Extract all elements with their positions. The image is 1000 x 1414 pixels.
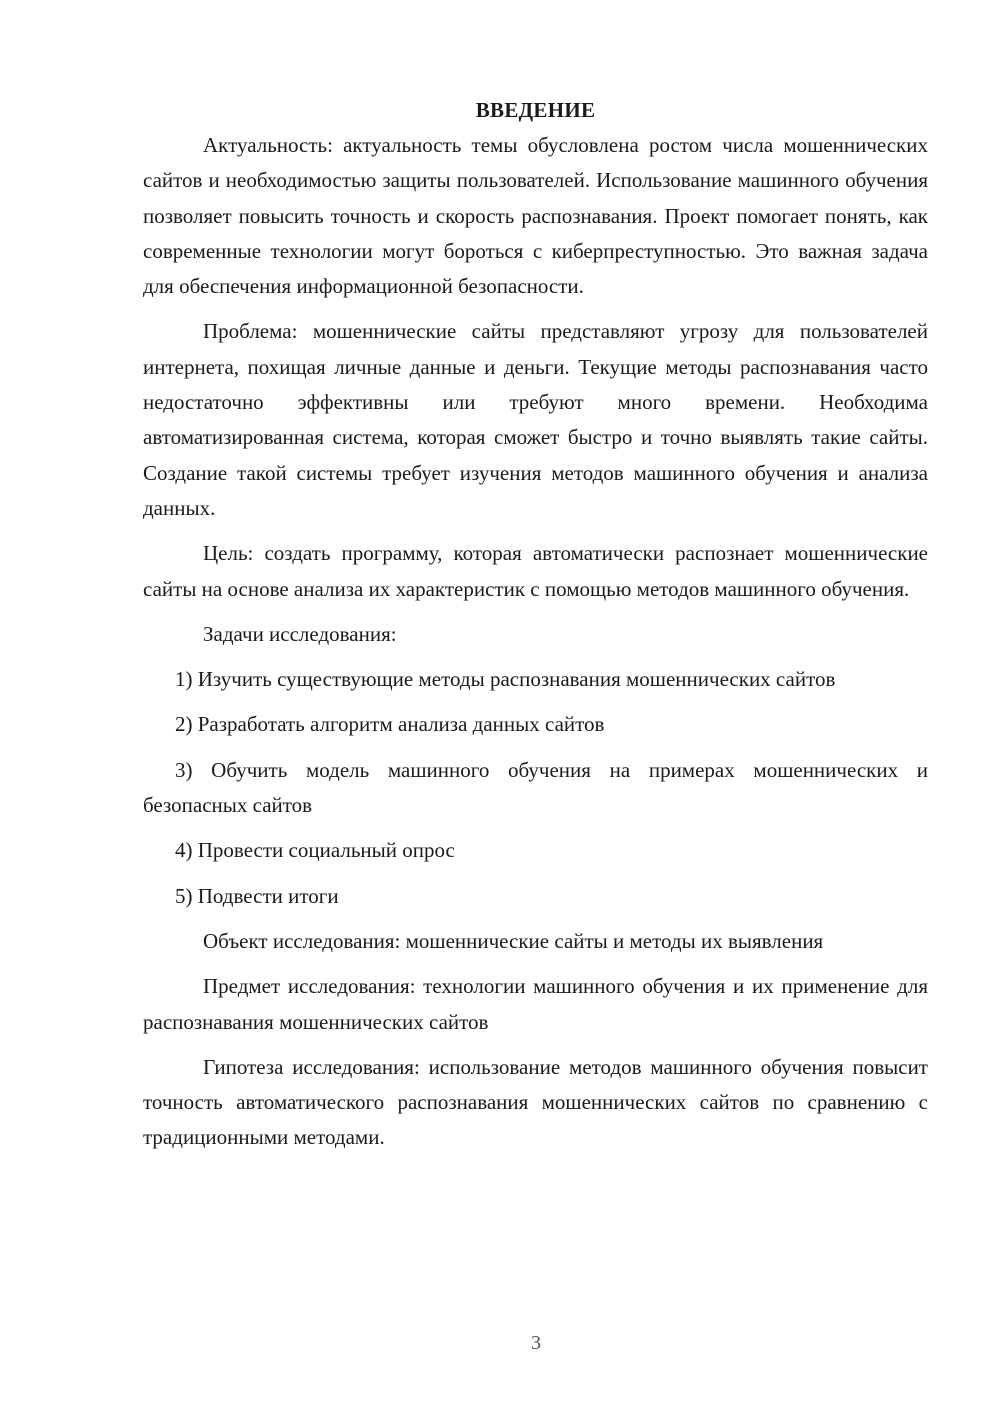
paragraph-gap bbox=[143, 1040, 928, 1050]
paragraph-gap bbox=[143, 652, 928, 662]
paragraph-gap bbox=[143, 304, 928, 314]
goal-paragraph: Цель: создать программу, которая автоматически распознает мошеннические сайты на основе анализа их характеристик с помощью методов машинного обучения. bbox=[143, 541, 928, 601]
tasks-heading: Задачи исследования: bbox=[203, 621, 397, 646]
relevance-paragraph: Актуальность: актуальность темы обусловлена ростом числа мошеннических сайтов и необходимостью защиты пользователей. Использование машинного обучения позволяет повысить точность и скорость распознавания. Проект помогает понять, как современные технологии могут бороться с киберпреступностью. Это важная задача для обеспечения информационной безопасности. bbox=[143, 133, 928, 299]
task-item-1: 1) Изучить существующие методы распознавания мошеннических сайтов bbox=[175, 667, 836, 692]
problem-paragraph: Проблема: мошеннические сайты представляют угрозу для пользователей интернета, похищая личные данные и деньги. Текущие методы распознавания часто недостаточно эффективны или требуют много времени. Необходима автоматизированная система, которая сможет быстро и точно выявлять такие сайты. Создание такой системы требует изучения методов машинного обучения и анализа данных. bbox=[143, 319, 928, 520]
task-item-3: 3) Обучить модель машинного обучения на примерах мошеннических и безопасных сайтов bbox=[143, 757, 928, 818]
task-item-2: 2) Разработать алгоритм анализа данных сайтов bbox=[175, 712, 605, 737]
subject-paragraph: Предмет исследования: технологии машинного обучения и их применение для распознавания мошеннических сайтов bbox=[143, 974, 928, 1034]
hypothesis-paragraph: Гипотеза исследования: использование методов машинного обучения повысит точность автоматического распознавания мошеннических сайтов по сравнению с традиционными методами. bbox=[143, 1054, 928, 1150]
paragraph-gap bbox=[143, 743, 928, 753]
paragraph-gap bbox=[143, 959, 928, 969]
paragraph-gap bbox=[143, 914, 928, 924]
paragraph-gap bbox=[143, 607, 928, 617]
page-content bbox=[143, 93, 928, 1156]
paragraph-gap bbox=[143, 526, 928, 536]
task-item-5: 5) Подвести итоги bbox=[175, 883, 339, 908]
paragraph-gap bbox=[143, 823, 928, 833]
section-title: ВВЕДЕНИЕ bbox=[475, 98, 596, 122]
paragraph-gap bbox=[143, 697, 928, 707]
page-number: 3 bbox=[531, 1332, 541, 1354]
object-paragraph: Объект исследования: мошеннические сайты и методы их выявления bbox=[203, 928, 824, 953]
paragraph-gap bbox=[143, 869, 928, 879]
task-item-4: 4) Провести социальный опрос bbox=[175, 838, 455, 863]
